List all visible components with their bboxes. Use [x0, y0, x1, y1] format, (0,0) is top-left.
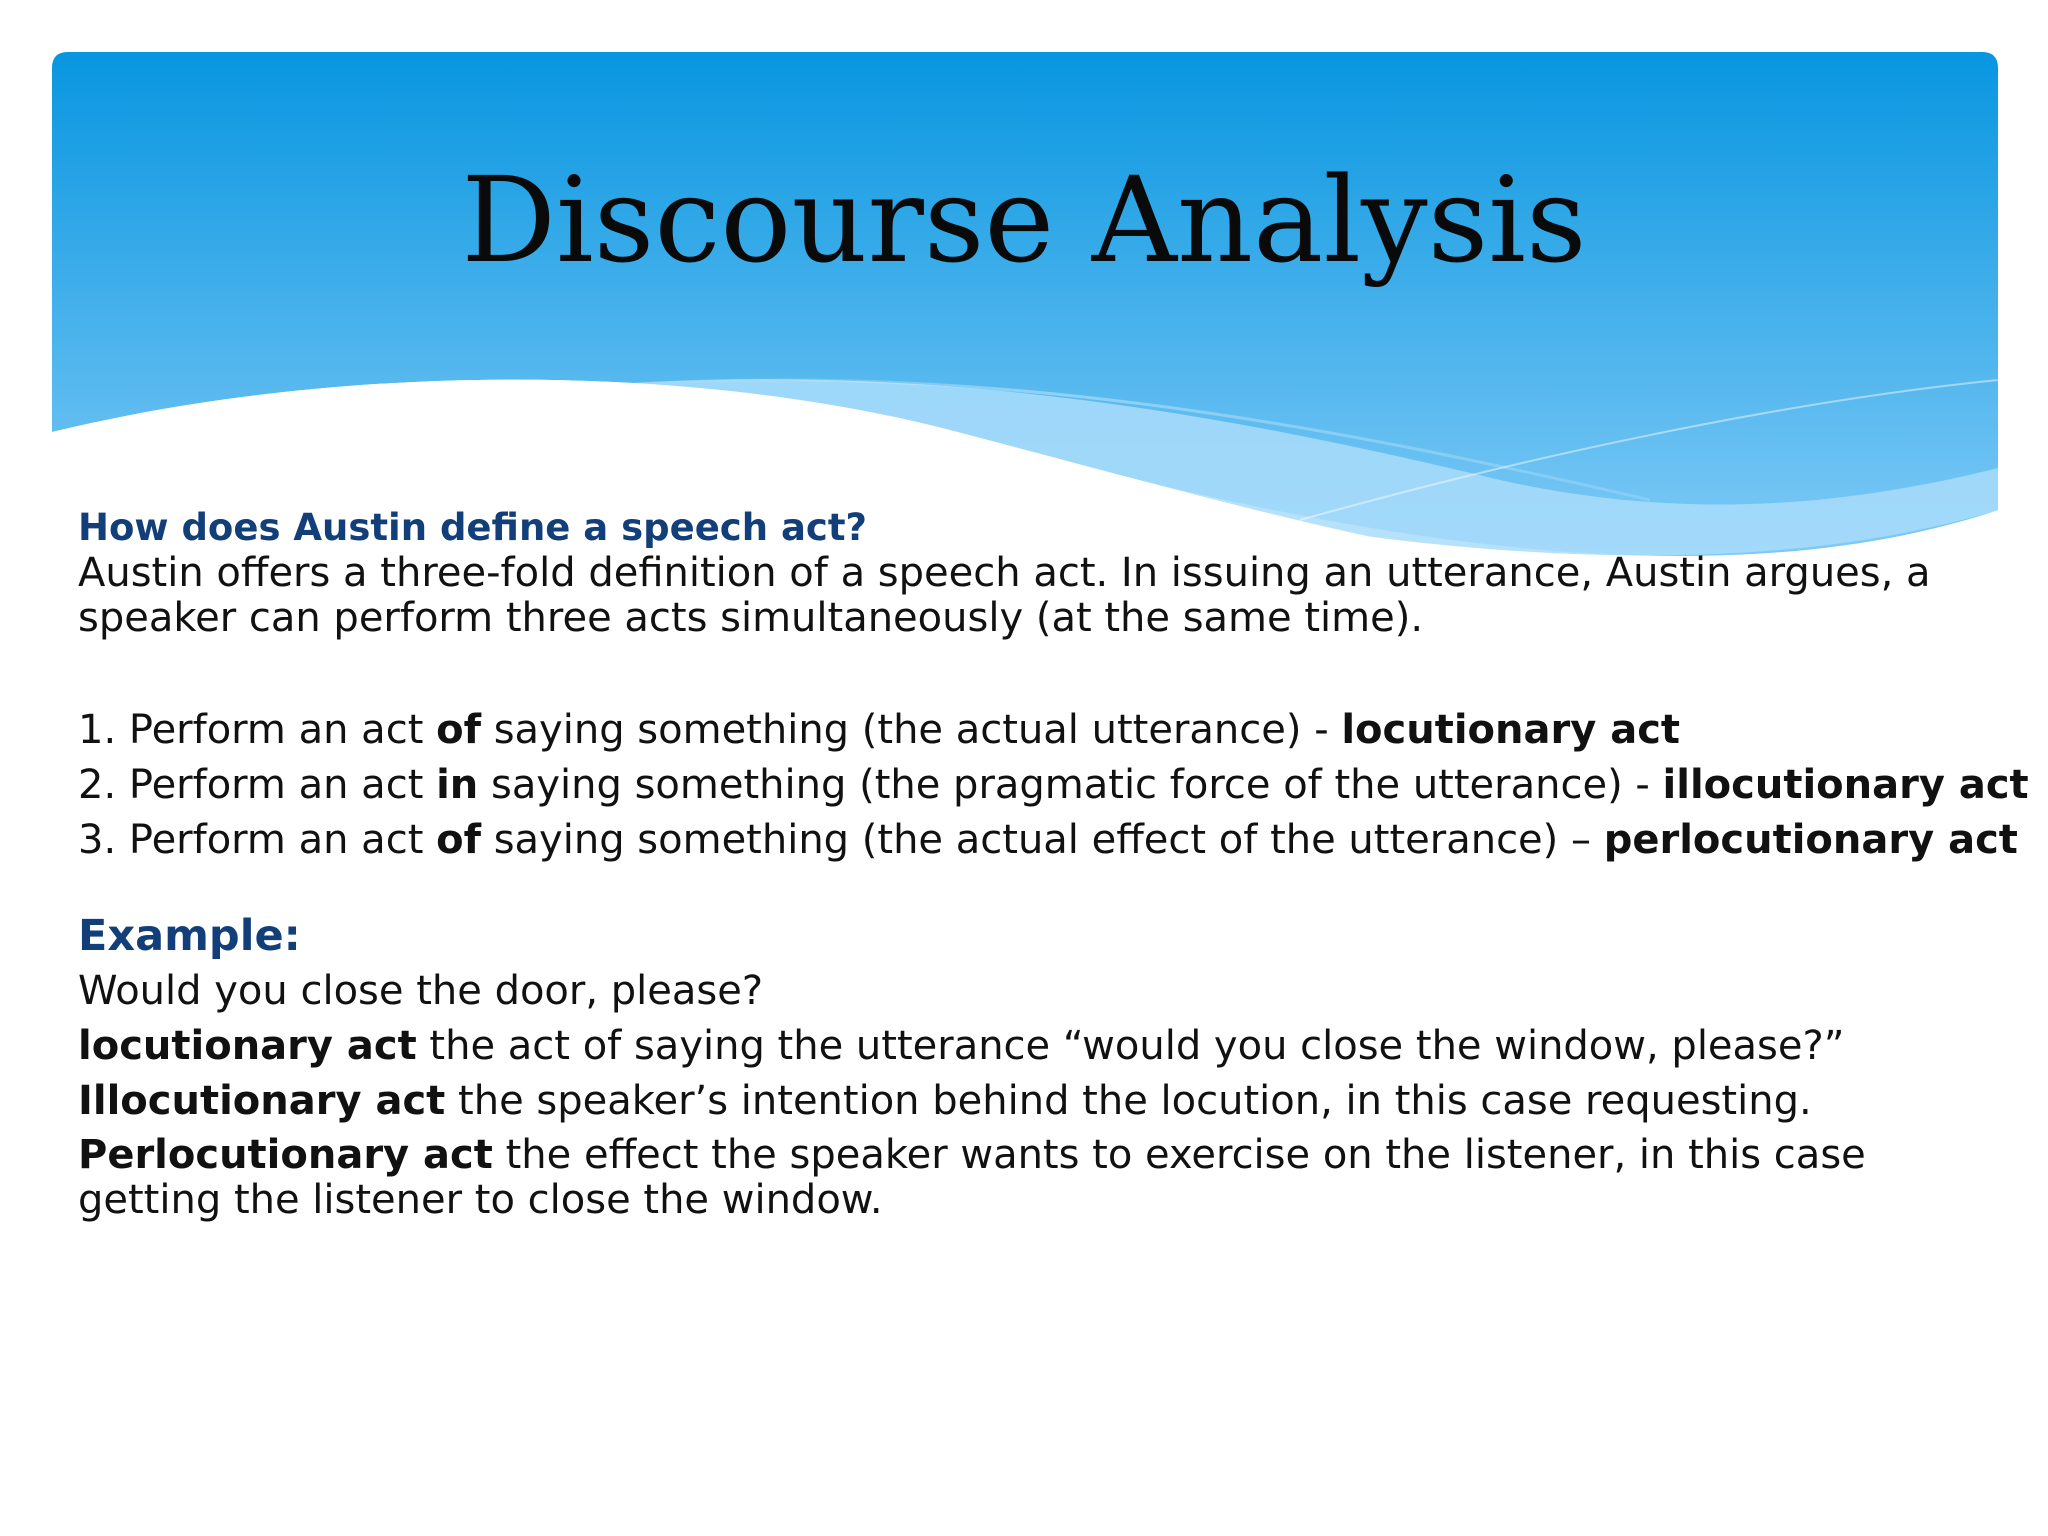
list-item-term: locutionary act	[1341, 707, 1681, 753]
example-term: Illocutionary act	[78, 1078, 446, 1124]
example-text: the speaker’s intention behind the locution, in this case requesting.	[445, 1078, 1812, 1124]
list-item-text: saying something (the pragmatic force of the utterance) -	[478, 762, 1663, 808]
list-item-3	[78, 813, 2018, 868]
example-line-illocutionary	[78, 1074, 1978, 1129]
intro-paragraph: Austin offers a three-fold definition of a speech act. In issuing an utterance, Austin argues, a speaker can perform three acts simultaneously (at the same time).	[78, 550, 1931, 641]
example-sentence: Would you close the door, please?	[78, 968, 764, 1014]
list-item-prefix: 3. Perform an act	[78, 817, 437, 863]
list-item-keyword: in	[436, 762, 479, 808]
example-heading: Example:	[78, 911, 301, 961]
list-item-text: saying something (the actual utterance) -	[480, 707, 1342, 753]
slide-title: Discourse Analysis	[461, 151, 1587, 289]
list-item-term: illocutionary act	[1662, 762, 2029, 808]
example-term: Perlocutionary act	[78, 1132, 493, 1178]
list-item-keyword: of	[436, 707, 481, 753]
list-item-1	[78, 703, 1978, 758]
slide-content	[78, 505, 2029, 1223]
list-item-term: perlocutionary act	[1603, 817, 2018, 863]
spacer	[78, 641, 1978, 703]
list-item-2	[78, 758, 2029, 813]
example-line-locutionary	[78, 1019, 1978, 1074]
example-text: the act of saying the utterance “would you close the window, please?”	[416, 1023, 1845, 1069]
question-heading: How does Austin define a speech act?	[78, 506, 868, 549]
list-item-text: saying something (the actual effect of the utterance) –	[480, 817, 1604, 863]
example-text: the effect the speaker wants to exercise on the listener, in this case getting the listener to close the window.	[78, 1132, 1866, 1223]
list-item-keyword: of	[436, 817, 481, 863]
list-item-prefix: 2. Perform an act	[78, 762, 437, 808]
list-item-prefix: 1. Perform an act	[78, 707, 437, 753]
example-term: locutionary act	[78, 1023, 417, 1069]
example-line-perlocutionary	[78, 1133, 1978, 1223]
